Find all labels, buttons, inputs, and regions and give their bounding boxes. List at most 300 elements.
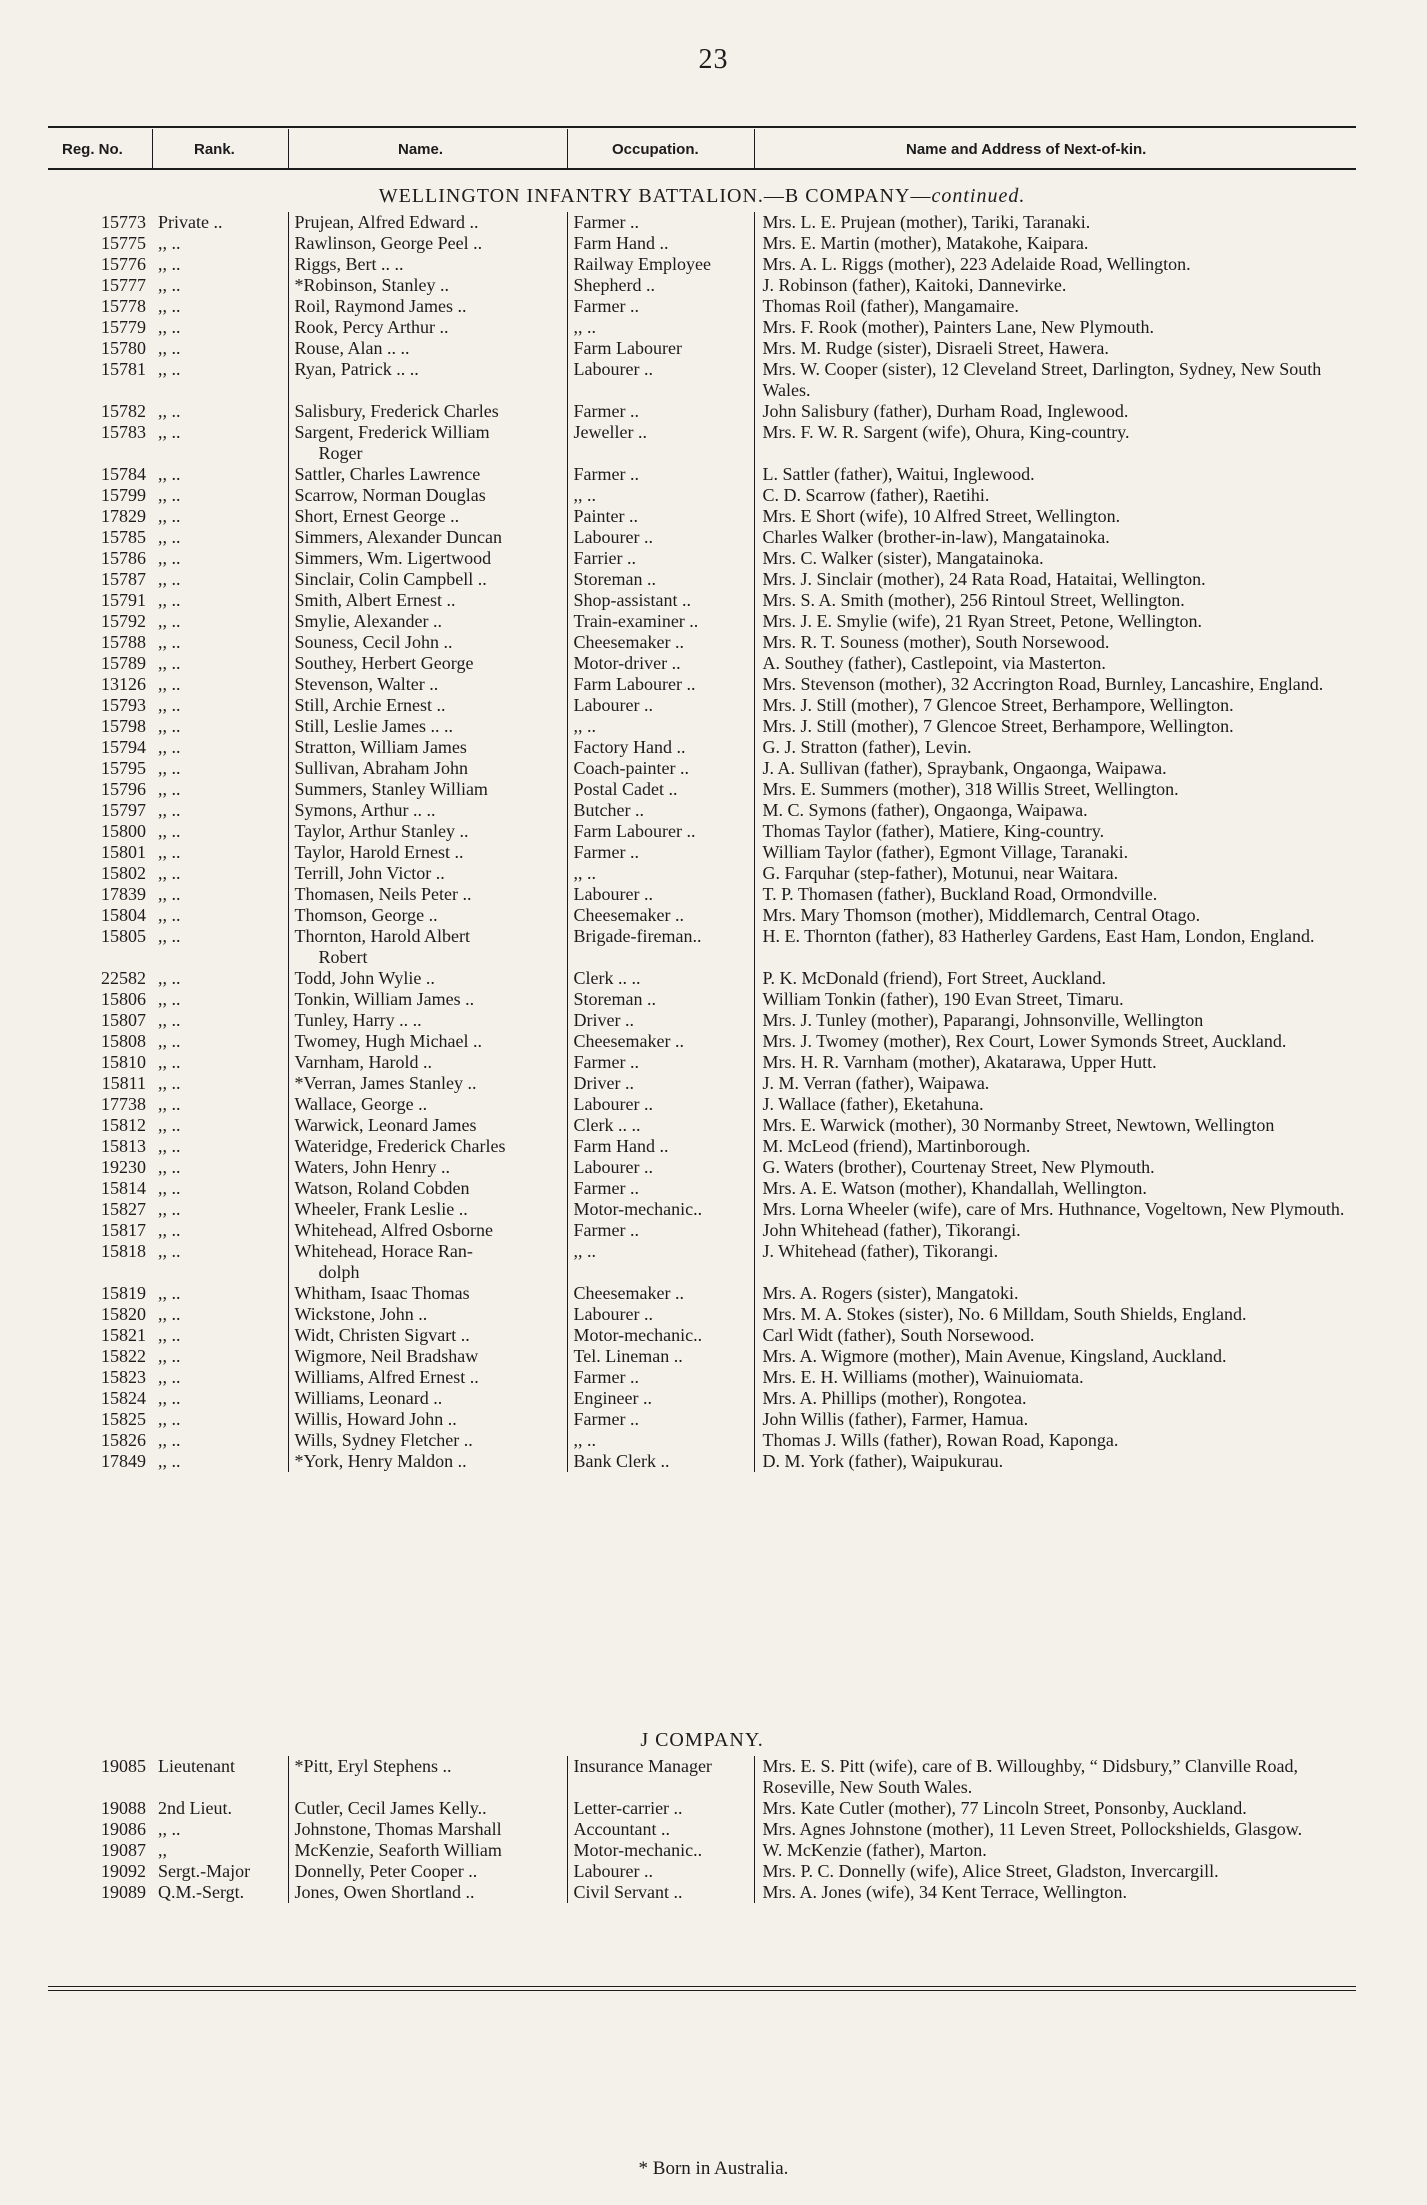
name-cell <box>288 1346 567 1367</box>
occupation-text: Brigade-fireman.. <box>573 926 702 946</box>
table-row <box>48 296 1356 317</box>
name-text: Jones, Owen Shortland .. <box>294 1882 475 1902</box>
name-cell <box>288 1052 567 1073</box>
rank-cell <box>152 401 288 422</box>
name-cell <box>288 884 567 905</box>
rank-text: Lieutenant <box>158 1756 235 1776</box>
next-of-kin-text: Mrs. Kate Cutler (mother), 77 Lincoln Street, Ponsonby, Auckland. <box>762 1798 1247 1818</box>
occupation-cell <box>567 1325 754 1346</box>
next-of-kin-cell <box>754 1178 1356 1199</box>
occupation-text: Driver .. <box>573 1073 634 1093</box>
rank-cell <box>152 674 288 695</box>
name-text: Sargent, Frederick William <box>294 422 490 442</box>
name-cell <box>288 1178 567 1199</box>
reg-no-cell <box>48 1430 152 1451</box>
occupation-text: Farm Labourer <box>573 338 682 358</box>
next-of-kin-text: Mrs. E. Summers (mother), 318 Willis Street, Wellington. <box>762 779 1179 799</box>
rank-cell <box>152 884 288 905</box>
reg-no-text: 15778 <box>101 296 146 316</box>
name-cell <box>288 527 567 548</box>
occupation-cell <box>567 548 754 569</box>
name-continuation-text: Roger <box>318 443 363 463</box>
next-of-kin-cell <box>754 1409 1356 1430</box>
next-of-kin-text: G. J. Stratton (father), Levin. <box>762 737 972 757</box>
occupation-text: Farmer .. <box>573 1052 639 1072</box>
rank-cell <box>152 1325 288 1346</box>
reg-no-cell <box>48 1283 152 1304</box>
name-text: Taylor, Arthur Stanley .. <box>294 821 469 841</box>
next-of-kin-cell <box>754 1073 1356 1094</box>
occupation-cell <box>567 611 754 632</box>
rank-cell <box>152 1840 288 1861</box>
table-row <box>48 716 1356 737</box>
occupation-text: Storeman .. <box>573 989 656 1009</box>
next-of-kin-cell <box>754 569 1356 590</box>
occupation-cell <box>567 1882 754 1903</box>
rank-cell <box>152 527 288 548</box>
rank-text: ,, .. <box>158 821 181 841</box>
rank-cell <box>152 1409 288 1430</box>
rank-text: ,, .. <box>158 275 181 295</box>
occupation-text: Labourer .. <box>573 1861 653 1881</box>
reg-no-text: 15773 <box>101 212 146 232</box>
rank-text: ,, .. <box>158 1178 181 1198</box>
rank-cell <box>152 359 288 401</box>
next-of-kin-text: Thomas J. Wills (father), Rowan Road, Kaponga. <box>762 1430 1119 1450</box>
rank-text: ,, .. <box>158 254 181 274</box>
reg-no-text: 15777 <box>101 275 146 295</box>
next-of-kin-text: Mrs. Stevenson (mother), 32 Accrington Road, Burnley, Lancashire, England. <box>762 674 1324 694</box>
name-cell <box>288 716 567 737</box>
rank-cell <box>152 1798 288 1819</box>
next-of-kin-text: Mrs. J. Tunley (mother), Paparangi, Johnsonville, Wellington <box>762 1010 1204 1030</box>
name-text: Wills, Sydney Fletcher .. <box>294 1430 473 1450</box>
next-of-kin-text: G. Waters (brother), Courtenay Street, New Plymouth. <box>762 1157 1155 1177</box>
name-text: McKenzie, Seaforth William <box>294 1840 502 1860</box>
name-cell <box>288 1451 567 1472</box>
next-of-kin-text: Mrs. E. H. Williams (mother), Wainuiomata. <box>762 1367 1084 1387</box>
rank-cell <box>152 695 288 716</box>
name-text: *Robinson, Stanley .. <box>294 275 450 295</box>
next-of-kin-cell <box>754 1756 1356 1798</box>
table-row <box>48 1882 1356 1903</box>
reg-no-text: 15810 <box>101 1052 146 1072</box>
occupation-text: ,, .. <box>573 1241 596 1261</box>
reg-no-text: 19230 <box>101 1157 146 1177</box>
next-of-kin-cell <box>754 1346 1356 1367</box>
rank-cell <box>152 212 288 233</box>
rank-text: ,, .. <box>158 926 181 946</box>
next-of-kin-text: Mrs. A. Jones (wife), 34 Kent Terrace, Wellington. <box>762 1882 1128 1902</box>
occupation-cell <box>567 1094 754 1115</box>
name-text: Sullivan, Abraham John <box>294 758 468 778</box>
reg-no-cell <box>48 674 152 695</box>
occupation-text: ,, .. <box>573 1430 596 1450</box>
occupation-cell <box>567 464 754 485</box>
j-company-table <box>48 1724 1356 1903</box>
name-text: Short, Ernest George .. <box>294 506 460 526</box>
reg-no-text: 15818 <box>101 1241 146 1261</box>
reg-no-cell <box>48 422 152 464</box>
name-text: Williams, Leonard .. <box>294 1388 443 1408</box>
rank-text: ,, .. <box>158 842 181 862</box>
table-row <box>48 359 1356 401</box>
occupation-text: Farmer .. <box>573 401 639 421</box>
next-of-kin-text: Mrs. A. E. Watson (mother), Khandallah, Wellington. <box>762 1178 1147 1198</box>
name-cell <box>288 1861 567 1882</box>
reg-no-cell <box>48 464 152 485</box>
reg-no-text: 15824 <box>101 1388 146 1408</box>
next-of-kin-text: Mrs. H. R. Varnham (mother), Akatarawa, Upper Hutt. <box>762 1052 1157 1072</box>
name-cell <box>288 1819 567 1840</box>
rank-cell <box>152 1115 288 1136</box>
reg-no-text: 17839 <box>101 884 146 904</box>
occupation-cell <box>567 863 754 884</box>
rank-text: ,, .. <box>158 506 181 526</box>
table-row <box>48 632 1356 653</box>
name-cell <box>288 842 567 863</box>
rank-cell <box>152 1882 288 1903</box>
occupation-cell <box>567 1199 754 1220</box>
next-of-kin-cell <box>754 1010 1356 1031</box>
next-of-kin-cell <box>754 275 1356 296</box>
reg-no-cell <box>48 1115 152 1136</box>
reg-no-cell <box>48 737 152 758</box>
reg-no-cell <box>48 863 152 884</box>
name-text: Prujean, Alfred Edward .. <box>294 212 479 232</box>
name-text: Wateridge, Frederick Charles <box>294 1136 506 1156</box>
reg-no-cell <box>48 1157 152 1178</box>
rank-text: ,, .. <box>158 1136 181 1156</box>
occupation-cell <box>567 212 754 233</box>
next-of-kin-text: T. P. Thomasen (father), Buckland Road, Ormondville. <box>762 884 1158 904</box>
next-of-kin-text: Mrs. J. Twomey (mother), Rex Court, Lower Symonds Street, Auckland. <box>762 1031 1287 1051</box>
reg-no-text: 15776 <box>101 254 146 274</box>
rank-text: ,, .. <box>158 800 181 820</box>
occupation-text: Insurance Manager <box>573 1756 712 1776</box>
next-of-kin-cell <box>754 1798 1356 1819</box>
next-of-kin-text: Mrs. Agnes Johnstone (mother), 11 Leven Street, Pollockshields, Glasgow. <box>762 1819 1303 1839</box>
table-row <box>48 1073 1356 1094</box>
next-of-kin-text: Mrs. S. A. Smith (mother), 256 Rintoul Street, Wellington. <box>762 590 1185 610</box>
table-row <box>48 863 1356 884</box>
reg-no-text: 15799 <box>101 485 146 505</box>
reg-no-cell <box>48 548 152 569</box>
rank-cell <box>152 485 288 506</box>
table-row <box>48 905 1356 926</box>
rank-cell <box>152 653 288 674</box>
table-row <box>48 1115 1356 1136</box>
name-cell <box>288 1010 567 1031</box>
table-row <box>48 233 1356 254</box>
reg-no-text: 15823 <box>101 1367 146 1387</box>
occupation-cell <box>567 233 754 254</box>
rank-cell <box>152 1031 288 1052</box>
reg-no-cell <box>48 905 152 926</box>
name-cell <box>288 1882 567 1903</box>
rank-cell <box>152 1073 288 1094</box>
name-text: Thornton, Harold Albert <box>294 926 470 946</box>
next-of-kin-text: Mrs. M. Rudge (sister), Disraeli Street, Hawera. <box>762 338 1109 358</box>
name-cell <box>288 863 567 884</box>
rank-text: ,, .. <box>158 317 181 337</box>
name-cell <box>288 737 567 758</box>
rank-text: ,, .. <box>158 1451 181 1471</box>
next-of-kin-cell <box>754 1325 1356 1346</box>
name-cell <box>288 254 567 275</box>
table-row <box>48 968 1356 989</box>
table-row <box>48 1031 1356 1052</box>
next-of-kin-cell <box>754 1220 1356 1241</box>
table-row <box>48 506 1356 527</box>
next-of-kin-cell <box>754 1136 1356 1157</box>
name-text: Scarrow, Norman Douglas <box>294 485 486 505</box>
next-of-kin-text: Mrs. E. Warwick (mother), 30 Normanby Street, Newtown, Wellington <box>762 1115 1275 1135</box>
name-cell <box>288 821 567 842</box>
table-row <box>48 758 1356 779</box>
table-row <box>48 1346 1356 1367</box>
table-row <box>48 1325 1356 1346</box>
next-of-kin-cell <box>754 863 1356 884</box>
rank-text: ,, .. <box>158 401 181 421</box>
reg-no-text: 19087 <box>101 1840 146 1860</box>
rank-text: ,, .. <box>158 611 181 631</box>
table-bottom-rule <box>48 1986 1356 1987</box>
occupation-text: Shop-assistant .. <box>573 590 692 610</box>
reg-no-text: 17738 <box>101 1094 146 1114</box>
reg-no-cell <box>48 1073 152 1094</box>
next-of-kin-cell <box>754 1283 1356 1304</box>
occupation-cell <box>567 779 754 800</box>
rank-text: ,, .. <box>158 1819 181 1839</box>
occupation-text: Shepherd .. <box>573 275 655 295</box>
reg-no-cell <box>48 1840 152 1861</box>
next-of-kin-text: Mrs. P. C. Donnelly (wife), Alice Street, Gladston, Invercargill. <box>762 1861 1219 1881</box>
next-of-kin-cell <box>754 422 1356 464</box>
occupation-cell <box>567 758 754 779</box>
reg-no-cell <box>48 590 152 611</box>
next-of-kin-cell <box>754 1304 1356 1325</box>
next-of-kin-text: M. McLeod (friend), Martinborough. <box>762 1136 1031 1156</box>
rank-text: ,, .. <box>158 1199 181 1219</box>
next-of-kin-text: Mrs. A. Rogers (sister), Mangatoki. <box>762 1283 1019 1303</box>
name-cell <box>288 422 567 464</box>
table-row <box>48 800 1356 821</box>
next-of-kin-text: Mrs. J. Still (mother), 7 Glencoe Street, Berhampore, Wellington. <box>762 716 1234 736</box>
reg-no-cell <box>48 317 152 338</box>
occupation-text: Storeman .. <box>573 569 656 589</box>
name-text: Rook, Percy Arthur .. <box>294 317 449 337</box>
next-of-kin-text: Mrs. L. E. Prujean (mother), Tariki, Taranaki. <box>762 212 1091 232</box>
name-cell <box>288 464 567 485</box>
name-text: Willis, Howard John .. <box>294 1409 457 1429</box>
name-text: Taylor, Harold Ernest .. <box>294 842 464 862</box>
name-cell <box>288 779 567 800</box>
next-of-kin-cell <box>754 611 1356 632</box>
reg-no-cell <box>48 296 152 317</box>
reg-no-text: 15827 <box>101 1199 146 1219</box>
rank-text: ,, .. <box>158 1115 181 1135</box>
rank-cell <box>152 1388 288 1409</box>
occupation-cell <box>567 1031 754 1052</box>
name-text: *Pitt, Eryl Stephens .. <box>294 1756 452 1776</box>
section-title-continued: continued. <box>931 185 1026 207</box>
reg-no-text: 15795 <box>101 758 146 778</box>
column-header-row <box>48 129 1356 167</box>
reg-no-text: 19088 <box>101 1798 146 1818</box>
rank-text: ,, .. <box>158 464 181 484</box>
occupation-text: Accountant .. <box>573 1819 670 1839</box>
name-text: Rouse, Alan .. .. <box>294 338 410 358</box>
name-text: Wheeler, Frank Leslie .. <box>294 1199 468 1219</box>
name-text: Souness, Cecil John .. <box>294 632 453 652</box>
occupation-text: Farmer .. <box>573 1178 639 1198</box>
reg-no-text: 15792 <box>101 611 146 631</box>
table-row <box>48 1430 1356 1451</box>
occupation-text: Bank Clerk .. <box>573 1451 670 1471</box>
name-text: Wallace, George .. <box>294 1094 428 1114</box>
occupation-cell <box>567 1367 754 1388</box>
next-of-kin-cell <box>754 527 1356 548</box>
occupation-text: Railway Employee <box>573 254 711 274</box>
reg-no-text: 15822 <box>101 1346 146 1366</box>
reg-no-text: 15806 <box>101 989 146 1009</box>
reg-no-cell <box>48 1031 152 1052</box>
occupation-text: Motor-mechanic.. <box>573 1840 703 1860</box>
occupation-text: Farmer .. <box>573 1367 639 1387</box>
rank-text: ,, .. <box>158 632 181 652</box>
reg-no-text: 15817 <box>101 1220 146 1240</box>
name-cell <box>288 275 567 296</box>
table-row <box>48 548 1356 569</box>
rank-cell <box>152 1283 288 1304</box>
next-of-kin-text: D. M. York (father), Waipukurau. <box>762 1451 1004 1471</box>
table-row <box>48 464 1356 485</box>
name-cell <box>288 548 567 569</box>
occupation-text: Painter .. <box>573 506 638 526</box>
reg-no-cell <box>48 1451 152 1472</box>
name-text: Whitehead, Horace Ran- <box>294 1241 473 1261</box>
reg-no-cell <box>48 779 152 800</box>
rank-cell <box>152 1367 288 1388</box>
next-of-kin-text: A. Southey (father), Castlepoint, via Masterton. <box>762 653 1106 673</box>
reg-no-cell <box>48 212 152 233</box>
reg-no-text: 15798 <box>101 716 146 736</box>
table-row <box>48 1861 1356 1882</box>
reg-no-cell <box>48 1882 152 1903</box>
table-row <box>48 422 1356 464</box>
table-row <box>48 569 1356 590</box>
occupation-cell <box>567 1819 754 1840</box>
next-of-kin-text: Mrs. A. Wigmore (mother), Main Avenue, Kingsland, Auckland. <box>762 1346 1227 1366</box>
next-of-kin-text: Mrs. A. L. Riggs (mother), 223 Adelaide Road, Wellington. <box>762 254 1191 274</box>
rank-text: ,, .. <box>158 863 181 883</box>
reg-no-text: 15793 <box>101 695 146 715</box>
table-row <box>48 1157 1356 1178</box>
name-text: Southey, Herbert George <box>294 653 474 673</box>
next-of-kin-cell <box>754 317 1356 338</box>
name-continuation-text: Robert <box>318 947 368 967</box>
next-of-kin-text: Mrs. M. A. Stokes (sister), No. 6 Milldam, South Shields, England. <box>762 1304 1247 1324</box>
name-cell <box>288 1031 567 1052</box>
occupation-cell <box>567 1115 754 1136</box>
table-row <box>48 1451 1356 1472</box>
next-of-kin-cell <box>754 737 1356 758</box>
name-cell <box>288 590 567 611</box>
reg-no-cell <box>48 1756 152 1798</box>
name-text: Todd, John Wylie .. <box>294 968 435 988</box>
name-cell <box>288 1094 567 1115</box>
occupation-cell <box>567 1283 754 1304</box>
occupation-text: Farm Hand .. <box>573 1136 669 1156</box>
rank-text: ,, .. <box>158 1346 181 1366</box>
rank-cell <box>152 275 288 296</box>
occupation-cell <box>567 1451 754 1472</box>
next-of-kin-text: Mrs. J. Sinclair (mother), 24 Rata Road, Hataitai, Wellington. <box>762 569 1206 589</box>
next-of-kin-text: Mrs. E. Martin (mother), Matakohe, Kaipara. <box>762 233 1089 253</box>
table-row <box>48 821 1356 842</box>
rank-text: ,, .. <box>158 674 181 694</box>
occupation-text: Farmer .. <box>573 464 639 484</box>
name-cell <box>288 359 567 401</box>
occupation-cell <box>567 401 754 422</box>
reg-no-cell <box>48 1325 152 1346</box>
name-cell <box>288 233 567 254</box>
rank-text: ,, .. <box>158 1388 181 1408</box>
reg-no-text: 15783 <box>101 422 146 442</box>
reg-no-cell <box>48 842 152 863</box>
table-row <box>48 275 1356 296</box>
table-row <box>48 1798 1356 1819</box>
next-of-kin-cell <box>754 779 1356 800</box>
reg-no-text: 19089 <box>101 1882 146 1902</box>
occupation-cell <box>567 842 754 863</box>
occupation-cell <box>567 800 754 821</box>
next-of-kin-cell <box>754 1199 1356 1220</box>
next-of-kin-cell <box>754 1861 1356 1882</box>
rank-text: Sergt.-Major <box>158 1861 251 1881</box>
next-of-kin-text: W. McKenzie (father), Marton. <box>762 1840 987 1860</box>
name-text: Rawlinson, George Peel .. <box>294 233 483 253</box>
rank-text: ,, .. <box>158 1367 181 1387</box>
reg-no-cell <box>48 695 152 716</box>
name-continuation-text: dolph <box>318 1262 360 1282</box>
b-company-table <box>48 180 1356 1472</box>
reg-no-text: 17849 <box>101 1451 146 1471</box>
table-row <box>48 1367 1356 1388</box>
rank-text: ,, .. <box>158 1409 181 1429</box>
occupation-text: ,, .. <box>573 716 596 736</box>
occupation-cell <box>567 506 754 527</box>
occupation-cell <box>567 1136 754 1157</box>
name-text: Sinclair, Colin Campbell .. <box>294 569 487 589</box>
name-text: Widt, Christen Sigvart .. <box>294 1325 470 1345</box>
occupation-cell <box>567 1220 754 1241</box>
reg-no-cell <box>48 1798 152 1819</box>
reg-no-cell <box>48 632 152 653</box>
rank-cell <box>152 821 288 842</box>
name-cell <box>288 989 567 1010</box>
occupation-text: Cheesemaker .. <box>573 1031 684 1051</box>
header-name: Name. <box>398 141 444 158</box>
reg-no-text: 15805 <box>101 926 146 946</box>
reg-no-cell <box>48 1178 152 1199</box>
name-text: Johnstone, Thomas Marshall <box>294 1819 502 1839</box>
header-top-rule <box>48 126 1356 128</box>
next-of-kin-cell <box>754 821 1356 842</box>
next-of-kin-text: John Whitehead (father), Tikorangi. <box>762 1220 1021 1240</box>
name-text: Varnham, Harold .. <box>294 1052 432 1072</box>
